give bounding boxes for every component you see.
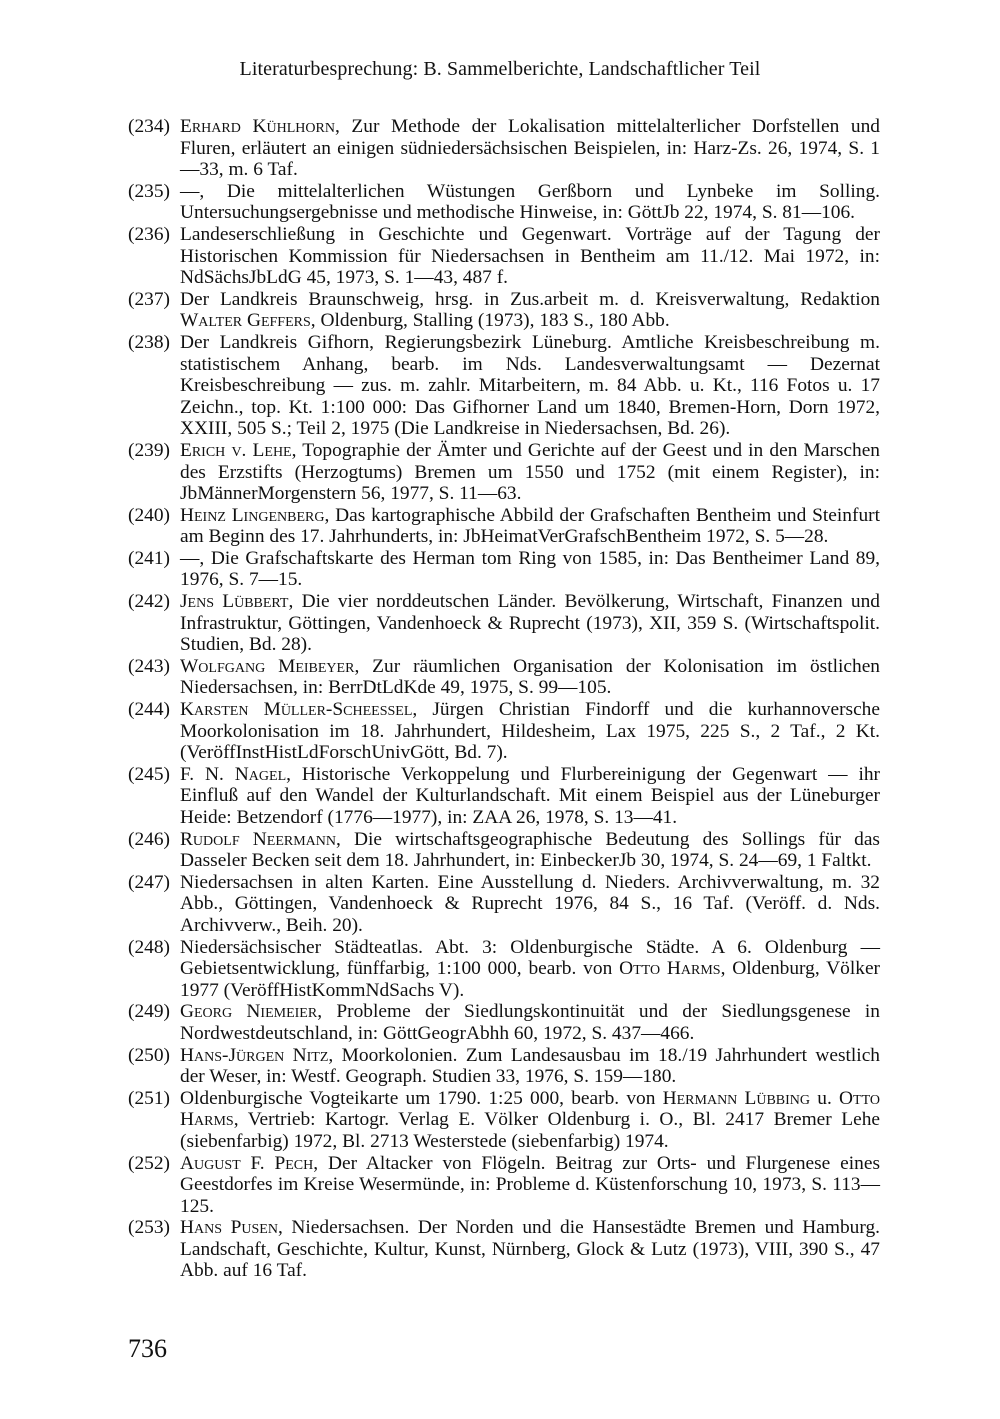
entry-body: Der Landkreis Braunschweig, hrsg. in Zus.arbeit m. d. Kreisverwaltung, Redaktion [180, 288, 880, 310]
entry-number: (235) [128, 180, 171, 202]
entry-number: (251) [128, 1087, 171, 1109]
entry-author: August F. Pech [180, 1152, 314, 1174]
running-head: Literaturbesprechung: B. Sammelberichte, Landschaftlicher Teil [239, 58, 761, 80]
entry-text [180, 289, 880, 332]
entry-body: , Moorkolonien. Zum Landesausbau im 18./19 Jahrhundert westlich der Weser, in: Westf. Geograph. Studien 33, 1976, S. 159—180. [180, 1044, 880, 1088]
entry-number: (238) [128, 331, 171, 353]
bibliography-entry [128, 289, 880, 332]
entry-text [180, 181, 880, 224]
entry-text [180, 1045, 880, 1088]
entry-body: , Niedersachsen. Der Norden und die Hansestädte Bremen und Hamburg. Landschaft, Geschichte, Kultur, Kunst, Nürnberg, Glock & Lutz (1973), VIII, 390 S., 47 Abb. auf 16 Taf. [180, 1217, 881, 1282]
entry-text [180, 1088, 880, 1153]
entry-number: (241) [128, 547, 171, 569]
entry-text [180, 224, 880, 289]
entry-author: Erich v. Lehe [180, 439, 292, 461]
entry-author: Otto Harms [619, 958, 721, 980]
entry-text [180, 591, 880, 656]
entry-author: Georg Niemeier [180, 1001, 318, 1023]
bibliography-entry [128, 1153, 880, 1218]
entry-text [180, 872, 880, 937]
entry-text [180, 764, 880, 829]
entry-text [180, 699, 880, 764]
entry-text [180, 937, 880, 1002]
entry-body: , Historische Verkoppelung und Flurbereinigung der Gegenwart — ihr Einfluß auf den Wandel der Kulturlandschaft. Mit einem Beispiel aus der Lüneburger Heide: Betzendorf (1776—1977), in: ZAA 26, 1978, S. 13—41. [180, 763, 881, 828]
entry-body: , Zur räumlichen Organisation der Kolonisation im östlichen Niedersachsen, in: BerrDtLdKde 49, 1975, S. 99—105. [180, 655, 880, 699]
bibliography-entry [128, 872, 880, 937]
entry-number: (237) [128, 288, 171, 310]
entry-body: , Jürgen Christian Findorff und die kurhannoversche Moorkolonisation im 18. Jahrhundert, Hildesheim, Lax 1975, 225 S., 2 Taf., 2 Kt. (VeröffInstHistLdForschUnivGött, Bd. 7). [180, 699, 880, 764]
bibliography-entry [128, 937, 880, 1002]
entry-author: Rudolf Neermann [180, 828, 336, 850]
entry-text [180, 829, 880, 872]
bibliography-entry [128, 440, 880, 505]
bibliography-list [128, 116, 880, 1282]
entry-text [180, 116, 880, 181]
entry-author: Erhard Kühlhorn [180, 116, 335, 137]
entry-body: , Zur Methode der Lokalisation mittelalterlicher Dorfstellen und Fluren, erläutert an einigen südniedersächsischen Beispielen, in: Harz-Zs. 26, 1974, S. 1—33, m. 6 Taf. [180, 116, 880, 181]
entry-author: Walter Geffers [180, 310, 311, 332]
entry-number: (250) [128, 1044, 171, 1066]
entry-body: Landeserschließung in Geschichte und Gegenwart. Vorträge auf der Tagung der Historischen Kommission für Niedersachsen in Bentheim am 11./12. Mai 1972, in: NdSächsJbLdG 45, 1973, S. 1—43, 487 f. [180, 223, 880, 289]
entry-body: Oldenburgische Vogteikarte um 1790. 1:25 000, bearb. von [180, 1087, 663, 1109]
entry-number: (244) [128, 699, 171, 721]
entry-author: Heinz Lingenberg [180, 504, 325, 526]
bibliography-entry [128, 591, 880, 656]
entry-body: , Oldenburg, Stalling (1973), 183 S., 180 Abb. [310, 310, 670, 332]
bibliography-entry [128, 1045, 880, 1088]
entry-author: Jens Lübbert [180, 591, 289, 613]
bibliography-entry [128, 181, 880, 224]
entry-number: (239) [128, 439, 171, 461]
entry-author: Hans-Jürgen Nitz [180, 1044, 329, 1066]
entry-text [180, 548, 880, 591]
entry-body: Niedersächsischer Städteatlas. Abt. 3: Oldenburgische Städte. A 6. Oldenburg — Gebietsentwicklung, fünffarbig, 1:100 000, bearb. von [180, 936, 880, 980]
entry-number: (246) [128, 828, 171, 850]
entry-number: (243) [128, 655, 171, 677]
bibliography-entry [128, 1088, 880, 1153]
entry-number: (236) [128, 223, 171, 245]
entry-author: Otto Harms [180, 1087, 880, 1131]
entry-text [180, 656, 880, 699]
entry-number: (249) [128, 1001, 171, 1023]
entry-body: u. [810, 1087, 840, 1109]
entry-body: Der Landkreis Gifhorn, Regierungsbezirk Lüneburg. Amtliche Kreisbeschreibung m. statistischem Anhang, bearb. im Nds. Landesverwaltungsamt — Dezernat Kreisbeschreibung — zus. m. zahlr. Mitarbeitern, m. 84 Abb. u. Kt., 116 Fotos u. 17 Zeichn., top. Kt. 1:100 000: Das Gifhorner Land um 1840, Bremen-Horn, Dorn 1972, XXIII, 505 S.; Teil 2, 1975 (Die Landkreise in Niedersachsen, Bd. 26). [180, 331, 880, 440]
bibliography-entry [128, 829, 880, 872]
entry-number: (234) [128, 116, 171, 137]
bibliography-entry [128, 116, 880, 181]
entry-body: , Die wirtschaftsgeographische Bedeutung des Sollings für das Dasseler Becken seit dem 18. Jahrhundert, in: EinbeckerJb 30, 1974, S. 24—69, 1 Faltkt. [180, 828, 880, 872]
entry-body: , Topographie der Ämter und Gerichte auf der Geest und in den Marschen des Erzstifts (Herzogtums) Bremen um 1550 und 1752 (mit einem Register), in: JbMännerMorgenstern 56, 1977, S. 11—63. [180, 439, 880, 505]
entry-number: (242) [128, 591, 171, 613]
entry-author: Hermann Lübbing [662, 1087, 811, 1109]
entry-text [180, 1217, 880, 1282]
entry-text [180, 332, 880, 440]
bibliography-entry [128, 548, 880, 591]
bibliography-entry [128, 699, 880, 764]
entry-number: (245) [128, 763, 171, 785]
entry-body: , Der Altacker von Flögeln. Beitrag zur Orts- und Flurgenese eines Geestdorfes im Kreise Wesermünde, in: Probleme d. Küstenforschung 10, 1973, S. 113—125. [180, 1152, 880, 1217]
bibliography-entry [128, 656, 880, 699]
entry-number: (253) [128, 1217, 171, 1239]
entry-text [180, 505, 880, 548]
entry-body: , Die vier norddeutschen Länder. Bevölkerung, Wirtschaft, Finanzen und Infrastruktur, Göttingen, Vandenhoeck & Ruprecht (1973), XII, 359 S. (Wirtschaftspolit. Studien, Bd. 28). [180, 591, 880, 656]
entry-author: Hans Pusen [180, 1217, 278, 1239]
entry-body: , Vertrieb: Kartogr. Verlag E. Völker Oldenburg i. O., Bl. 2417 Bremer Lehe (siebenfarbig) 1972, Bl. 2713 Westerstede (siebenfarbig) 1974. [180, 1109, 880, 1152]
entry-author: F. N. Nagel [180, 763, 287, 785]
bibliography-entry [128, 505, 880, 548]
entry-body: —, Die mittelalterlichen Wüstungen Gerßborn und Lynbeke im Solling. Untersuchungsergebnisse und methodische Hinweise, in: GöttJb 22, 1974, S. 81—106. [180, 180, 880, 224]
entry-body: —, Die Grafschaftskarte des Herman tom Ring von 1585, in: Das Bentheimer Land 89, 1976, S. 7—15. [180, 547, 880, 591]
entry-number: (248) [128, 936, 171, 958]
bibliography-entry [128, 224, 880, 289]
entry-body: , Probleme der Siedlungskontinuität und der Siedlungsgenese in Nordwestdeutschland, in: GöttGeogrAbhh 60, 1972, S. 437—466. [180, 1001, 881, 1044]
bibliography-entry [128, 1001, 880, 1044]
entry-body: , Oldenburg, Völker 1977 (VeröffHistKommNdSachs V). [180, 958, 881, 1001]
entry-body: Niedersachsen in alten Karten. Eine Ausstellung d. Nieders. Archivverwaltung, m. 32 Abb., Göttingen, Vandenhoeck & Ruprecht 1976, 84 S., 16 Taf. (Veröff. d. Nds. Archivverw., Beih. 20). [180, 871, 880, 936]
entry-author: Wolfgang Meibeyer [180, 655, 355, 677]
page-number: 736 [128, 1334, 167, 1363]
entry-text [180, 1001, 880, 1044]
entry-body: , Das kartographische Abbild der Grafschaften Bentheim und Steinfurt am Beginn des 17. Jahrhunderts, in: JbHeimatVerGrafschBentheim 1972, S. 5—28. [180, 504, 880, 548]
bibliography-entry [128, 1217, 880, 1282]
entry-number: (247) [128, 871, 171, 893]
entry-number: (240) [128, 504, 171, 526]
entry-number: (252) [128, 1152, 171, 1174]
bibliography-entry [128, 764, 880, 829]
entry-text [180, 1153, 880, 1218]
bibliography-entry [128, 332, 880, 440]
entry-author: Karsten Müller-Scheessel [180, 699, 413, 721]
entry-text [180, 440, 880, 505]
